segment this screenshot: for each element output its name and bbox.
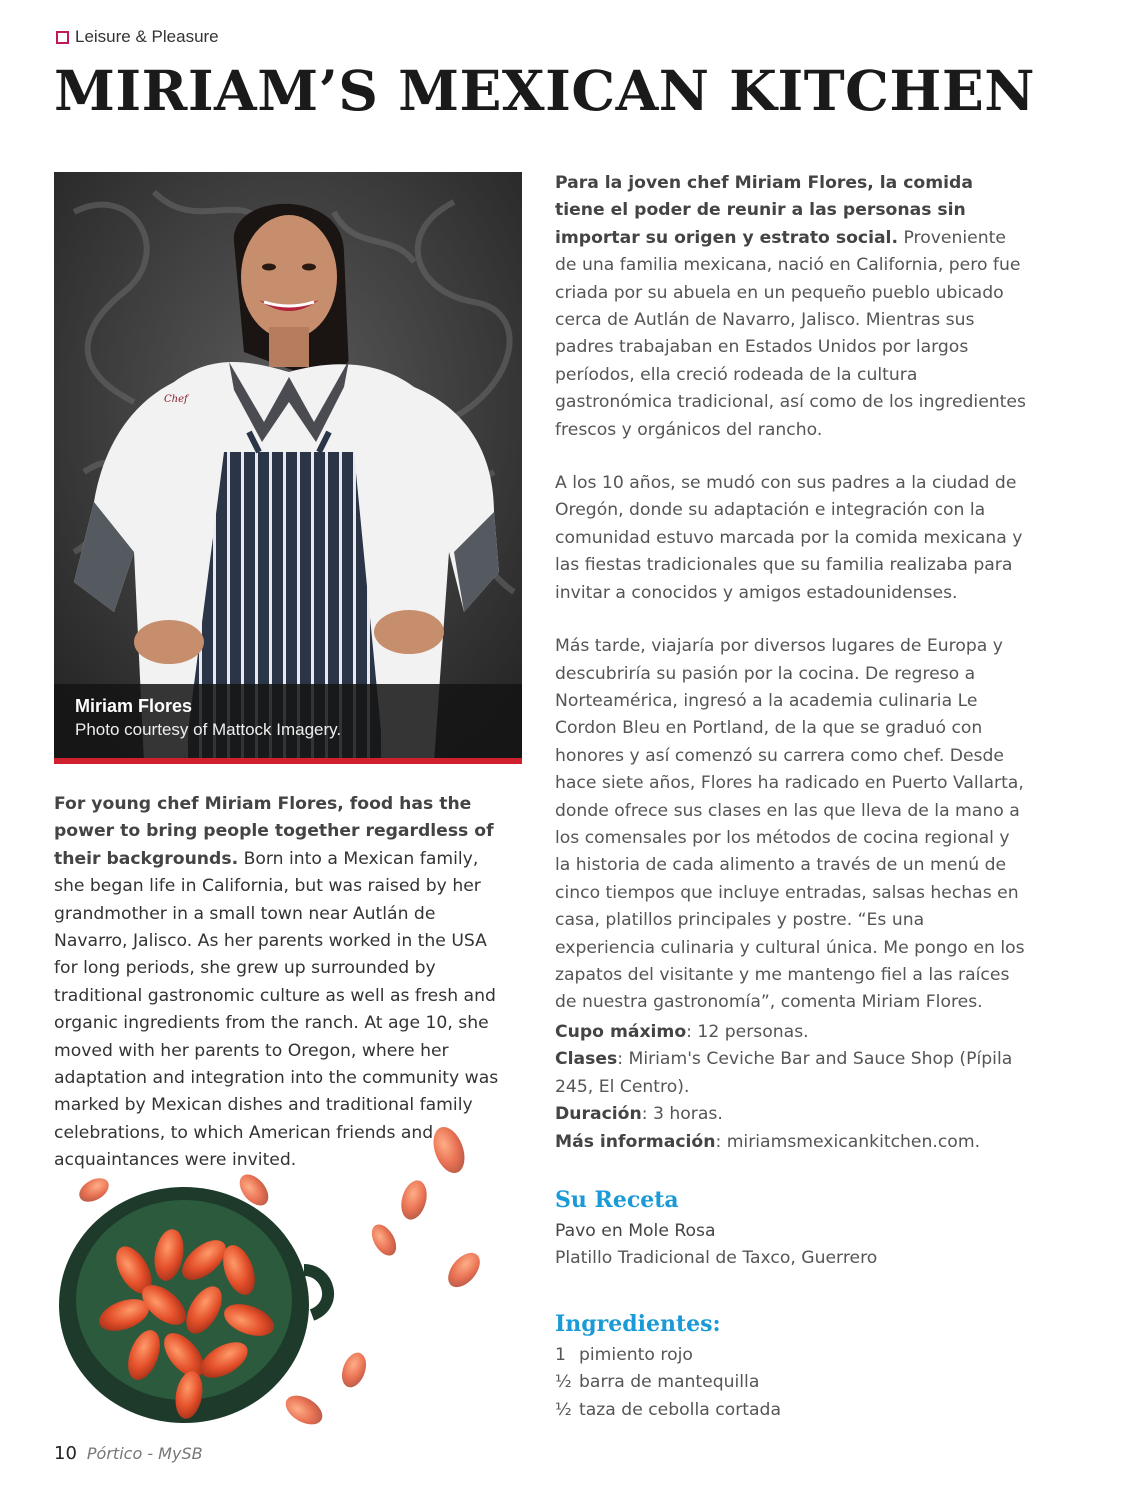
peppers-bowl-image [54, 1120, 494, 1440]
classes-label: Clases [555, 1049, 618, 1070]
spanish-paragraph-2: A los 10 años, se mudó con sus padres a la ciudad de Oregón, donde su adaptación e integración con la comunidad estuvo marcada por la comida mexicana y las fiestas tradicionales que su familia realizaba para invitar a conocidos y amigos estadounidenses. [555, 473, 1023, 603]
info-classes [555, 1046, 1035, 1101]
info-more [555, 1129, 1035, 1156]
recipe-name: Pavo en Mole Rosa [555, 1221, 716, 1241]
chef-photo [54, 172, 522, 764]
capacity-value: : 12 personas. [686, 1022, 809, 1042]
spanish-paragraph-3: Más tarde, viajaría por diversos lugares de Europa y descubriría su pasión por la cocina. De regreso a Norteamérica, ingresó a la academia culinaria Le Cordon Bleu en Portland, de la que se graduó con honores y así comenzó su carrera como chef. Desde hace siete años, Flores ha radicado en Puerto Vallarta, donde ofrece sus clases en las que lleva de la mano a los comensales por los métodos de cocina regional y la historia de cada alimento a través de un menú de cinco tiempos que incluye entradas, salsas hechas en casa, platillos principales y postre. “Es una experiencia culinaria y cultural única. Me pongo en los zapatos del visitante y me mantengo fiel a las raíces de nuestra gastronomía”, comenta Miriam Flores. [555, 636, 1025, 1013]
ingredient-qty: ½ [555, 1399, 572, 1420]
ingredient-qty: 1 [555, 1345, 566, 1365]
english-paragraph [54, 791, 514, 1175]
class-info [555, 1019, 1035, 1156]
classes-value: : Miriam's Ceviche Bar and Sauce Shop (Pípila 245, El Centro). [555, 1049, 1013, 1097]
section-label: Leisure & Pleasure [75, 27, 219, 46]
ingredient-text: barra de mantequilla [579, 1372, 760, 1393]
chef-illustration [54, 172, 522, 764]
ingredient-text: taza de cebolla cortada [579, 1399, 781, 1420]
spanish-p1: Proveniente de una familia mexicana, nació en California, pero fue criada por su abuela en un pequeño pueblo ubicado cerca de Autlán de Navarro, Jalisco. Mientras sus padres trabajaban en Estados Unidos por largos períodos, ella creció rodeada de la cultura gastronómica tradicional, así como de los ingredientes frescos y orgánicos del rancho. [555, 227, 1026, 440]
capacity-label: Cupo máximo [555, 1022, 687, 1042]
page-footer [54, 1443, 203, 1464]
caption-credit: Photo courtesy of Mattock Imagery. [75, 720, 342, 739]
page-number: 10 [54, 1443, 77, 1464]
ingredient-item [555, 1397, 781, 1424]
spanish-article [555, 170, 1027, 1043]
ingredient-text: pimiento rojo [579, 1345, 693, 1365]
ingredient-item [555, 1369, 781, 1396]
photo-caption [54, 684, 522, 758]
info-capacity [555, 1019, 1035, 1046]
section-tag [56, 27, 219, 47]
english-lead: For young chef Miriam Flores, food has the power to bring people together regardless of their backgrounds. [54, 794, 494, 869]
more-label: Más información [555, 1131, 716, 1152]
ingredients-heading: Ingredientes: [555, 1311, 721, 1337]
more-value: : miriamsmexicankitchen.com. [715, 1131, 981, 1152]
spanish-lead: Para la joven chef Miriam Flores, la comida tiene el poder de reunir a las personas sin importar su origen y estrato social. [555, 173, 973, 248]
section-square-icon [56, 31, 69, 44]
caption-name: Miriam Flores [75, 696, 193, 716]
recipe-details [555, 1218, 1025, 1273]
info-duration [555, 1101, 1035, 1128]
spanish-paragraph-1 [555, 170, 1027, 444]
english-article [54, 791, 514, 1175]
duration-label: Duración [555, 1104, 642, 1125]
recipe-heading: Su Receta [555, 1187, 679, 1213]
svg-text:Chef: Chef [164, 394, 188, 405]
english-body: Born into a Mexican family, she began life in California, but was raised by her grandmother in a small town near Autlán de Navarro, Jalisco. As her parents worked in the USA for long periods, she grew up surrounded by traditional gastronomic culture as well as fresh and organic ingredients from the ranch. At age 10, she moved with her parents to Oregon, where her adaptation and integration into the community was marked by Mexican dishes and traditional family celebrations, to which American friends and acquaintances were invited. [54, 848, 499, 1171]
recipe-origin: Platillo Tradicional de Taxco, Guerrero [555, 1248, 878, 1269]
ingredient-item [555, 1342, 781, 1369]
ingredient-qty: ½ [555, 1372, 572, 1393]
article-title: MIRIAM’S MEXICAN KITCHEN [54, 58, 1036, 123]
magazine-name: Pórtico - MySB [86, 1444, 203, 1463]
duration-value: : 3 horas. [641, 1104, 723, 1125]
ingredients-list [555, 1342, 781, 1424]
caption-red-bar [54, 758, 522, 764]
